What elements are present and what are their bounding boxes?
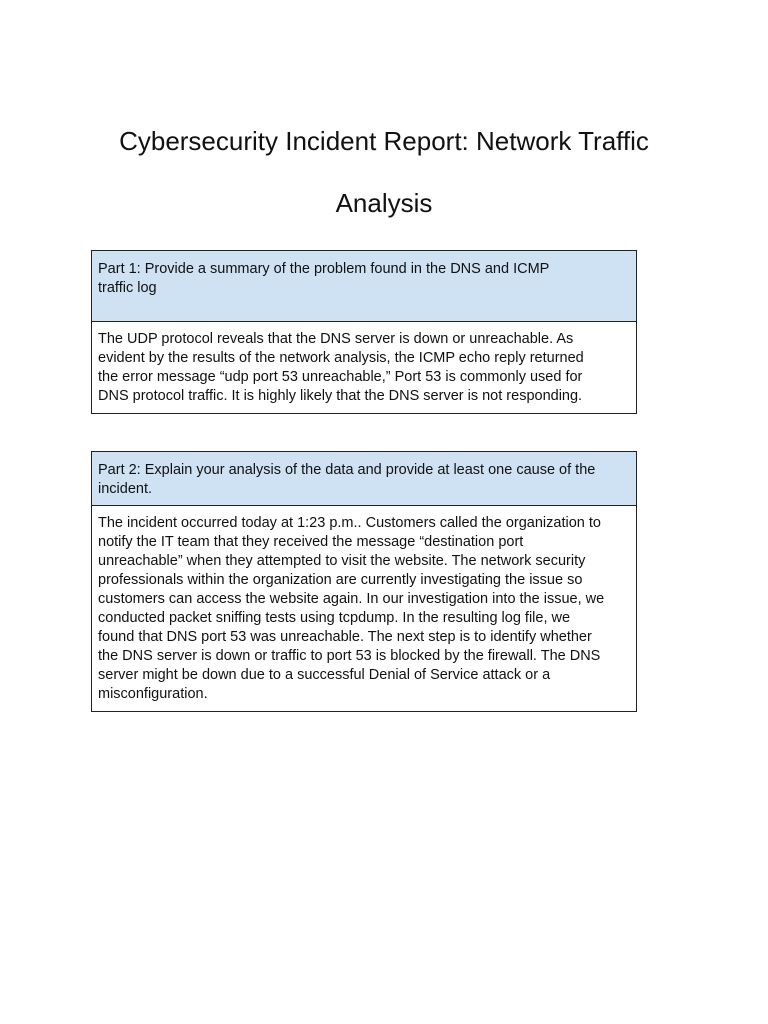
part2-answer-line: customers can access the website again. In our investigation into the issue, we [98, 591, 605, 607]
part1-table [91, 250, 637, 414]
part2-answer-line: The incident occurred today at 1:23 p.m.. Customers called the organization to [98, 515, 601, 531]
part2-table [91, 451, 637, 712]
part2-question-line: Part 2: Explain your analysis of the data and provide at least one cause of the [98, 462, 596, 478]
part2-answer-line: professionals within the organization are currently investigating the issue so [98, 572, 583, 588]
part2-answer-line: notify the IT team that they received the message “destination port [98, 534, 524, 550]
part2-answer-line: the DNS server is down or traffic to port 53 is blocked by the firewall. The DNS [98, 648, 601, 664]
title-line-2: Analysis [335, 188, 433, 218]
part2-question-cell [92, 452, 636, 506]
part1-answer-line: DNS protocol traffic. It is highly likely that the DNS server is not responding. [98, 388, 583, 404]
part1-answer-line: The UDP protocol reveals that the DNS server is down or unreachable. As [98, 331, 574, 347]
part2-answer-line: conducted packet sniffing tests using tcpdump. In the resulting log file, we [98, 610, 571, 626]
part2-answer-line: misconfiguration. [98, 686, 208, 702]
part1-question-cell [92, 251, 636, 322]
part2-answer-cell [92, 506, 636, 711]
part2-answer-line: server might be down due to a successful Denial of Service attack or a [98, 667, 551, 683]
title-line-1: Cybersecurity Incident Report: Network Traffic [119, 126, 649, 156]
part1-answer-line: evident by the results of the network analysis, the ICMP echo reply returned [98, 350, 584, 366]
part2-question-line: incident. [98, 481, 153, 497]
part1-answer-cell [92, 322, 636, 413]
part1-question-line: traffic log [98, 280, 157, 296]
part2-answer-line: unreachable” when they attempted to visit the website. The network security [98, 553, 586, 569]
part2-answer-line: found that DNS port 53 was unreachable. The next step is to identify whether [98, 629, 592, 645]
part1-answer-line: the error message “udp port 53 unreachable,” Port 53 is commonly used for [98, 369, 583, 385]
page-title [96, 110, 672, 234]
part1-question-line: Part 1: Provide a summary of the problem found in the DNS and ICMP [98, 261, 550, 277]
